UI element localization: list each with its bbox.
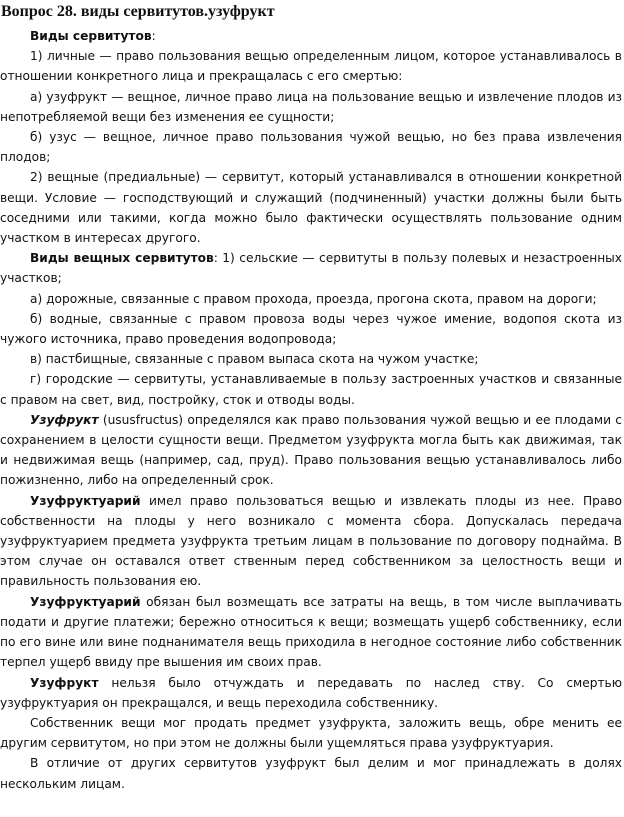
paragraph-road-servitudes: а) дорожные, связанные с правом прохода, проезда, прогона скота, правом на дороги; [30, 291, 597, 306]
paragraph-text: имел право пользоваться вещью и извлекать плоды из нее. Право собственности на плоды у него возникало с момента сбора. Допускалась передача узуфруктуарием предмета узуфрукта третьим лицам в пользование по договору поднайма. В этом случае он оставался ответ ственным перед собственником за целостность вещи и правильность пользования ею. [0, 493, 622, 589]
paragraph-personal-servitudes: 1) личные — право пользования вещью определенным лицом, которое устанавливалось в отношении конкретного лица и прекращалась с его смертью: [0, 49, 622, 84]
paragraph-water-servitudes: б) водные, связанные с правом провоза воды через чужое имение, водопоя скота из чужого источника, право проведения водопровода; [0, 311, 622, 347]
paragraph-text: обязан был возмещать все затраты на вещь, в том числе выплачивать подати и другие платежи; бережно относиться к вещи; возмещать ущерб собственнику, если по его вине или вине поднанимателя вещь приходила в негодное состояние либо собственник терпел ущерб ввиду пре вышения им своих прав. [0, 594, 622, 670]
paragraph-text: : 1) сельские — сервитуты в пользу полевых и незастроенных участков; [0, 251, 622, 286]
paragraph-real-servitude-types [0, 248, 622, 288]
paragraph-usufruct-divisible: В отличие от других сервитутов узуфрукт был делим и мог принадлежать в долях нескольким лицам. [0, 756, 622, 791]
bold-term-servitude-types: Виды сервитутов [30, 29, 152, 43]
paragraph-text: нельзя было отчуждать и передавать по наслед ству. Со смертью узуфруктуария он прекращался, и вещь переходила собственнику. [0, 675, 622, 710]
paragraph-servitude-types-heading [0, 26, 622, 46]
document-title: Вопрос 28. виды сервитутов.узуфрукт [1, 3, 275, 20]
paragraph-text: (ususfructus) определялся как право пользования чужой вещью и ее плодами с сохранением в целости сущности вещи. Предметом узуфрукта могла быть как движимая, так и недвижимая вещь (например, сад, пруд). Право пользования вещью устанавливалось либо пожизненно, либо на определенный срок. [0, 412, 622, 488]
paragraph-usufruct-inheritance [0, 673, 622, 713]
bold-term-real-servitude-types: Виды вещных сервитутов [30, 251, 214, 266]
paragraph-usufructuary-duties [0, 592, 622, 673]
bold-term-usufruct: Узуфрукт [30, 675, 99, 690]
bold-italic-term-usufruct: Узуфрукт [30, 412, 99, 427]
paragraph-urban-servitudes: г) городские — сервитуты, устанавливаемые в пользу застроенных участков и связанные с правом на свет, вид, постройку, сток и отводы воды. [0, 372, 622, 407]
paragraph-usufruct-definition: а) узуфрукт — вещное, личное право лица на пользование вещью и извлечение плодов из непотребляемой вещи без изменения ее сущности; [0, 89, 622, 124]
bold-term-usufructuary: Узуфруктуарий [30, 594, 141, 609]
paragraph-owner-rights: Собственник вещи мог продать предмет узуфрукта, заложить вещь, обре менить ее другим сервитутом, но при этом не должны были ущемляться права узуфруктуария. [0, 715, 622, 751]
paragraph-praedial-servitudes: 2) вещные (предиальные) — сервитут, который устанавливался в отношении конкретной вещи. Условие — господствующий и служащий (подчиненный) участки должны были быть соседними или такими, когда можно было фактически осуществлять пользование одним участком в интересах другого. [0, 170, 622, 246]
paragraph-pasture-servitudes: в) пастбищные, связанные с правом выпаса скота на чужом участке; [30, 352, 479, 367]
document-body [0, 26, 622, 794]
paragraph-usufructuary-rights [0, 491, 622, 592]
bold-term-usufructuary: Узуфруктуарий [30, 493, 141, 508]
paragraph-usufruct-term [0, 410, 622, 491]
paragraph-text: : [151, 29, 156, 43]
paragraph-usus-definition: б) узус — вещное, личное право пользования чужой вещью, но без права извлечения плодов; [0, 130, 622, 165]
